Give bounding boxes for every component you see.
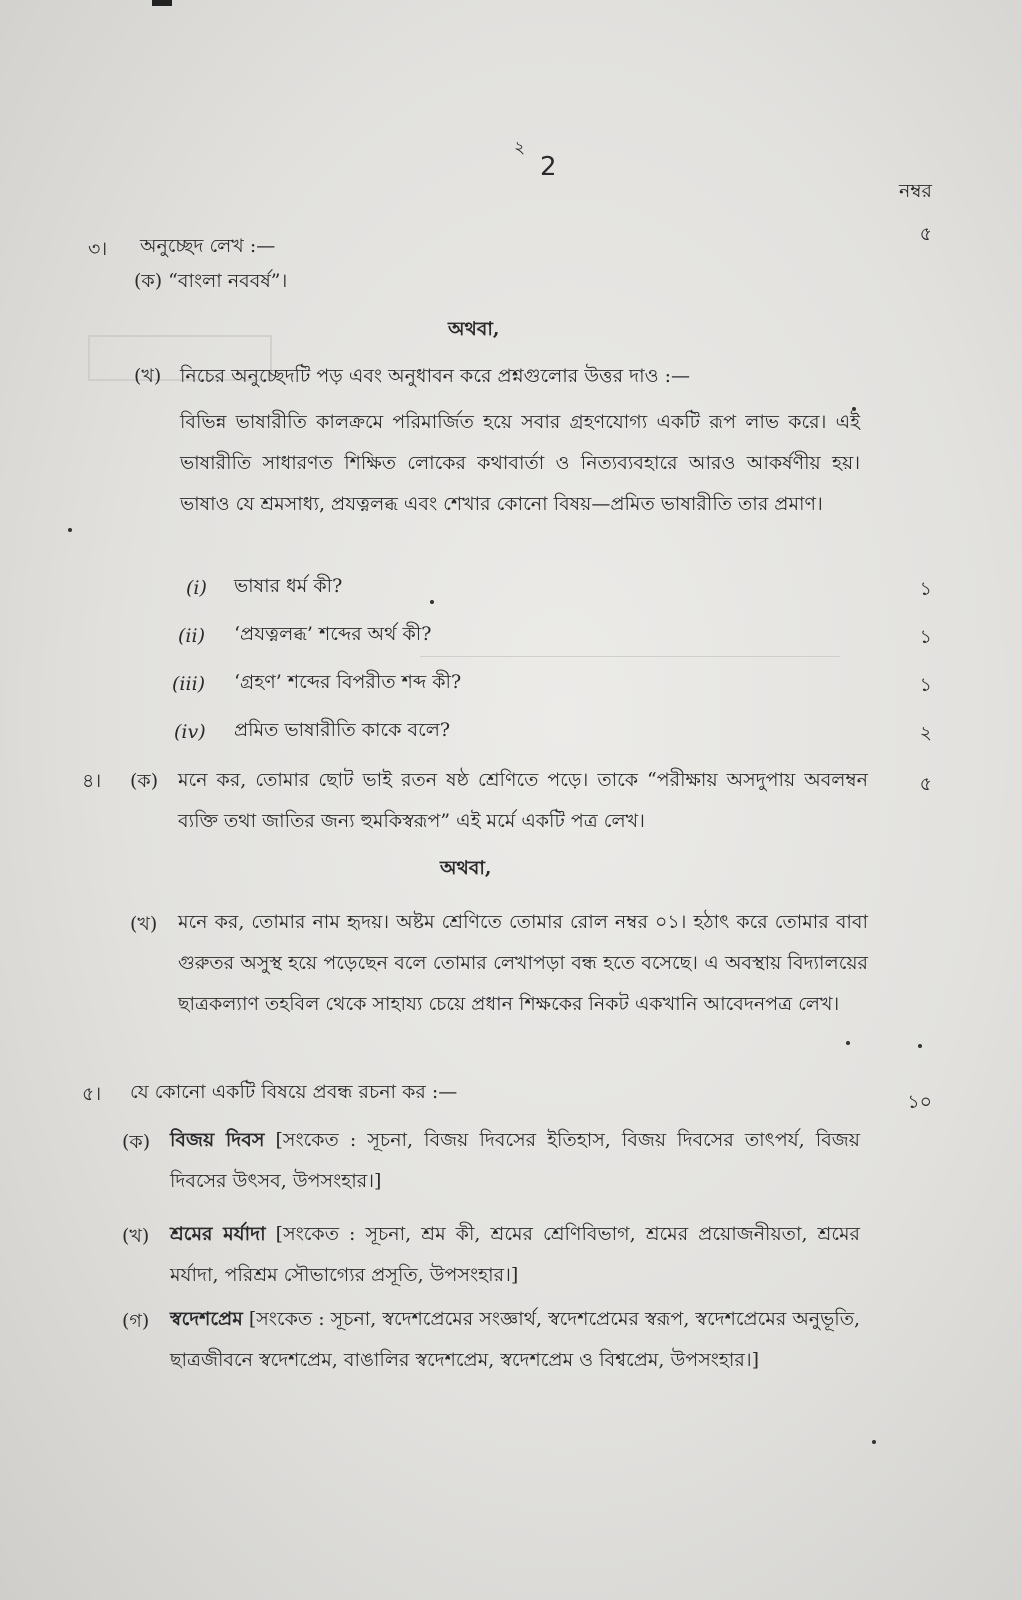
page-number-handwritten: 2 [540,152,557,182]
q5-item-kha [170,1214,860,1296]
q3-sub-4-marks: ২ [919,722,932,744]
q5-item-kha-hint: [সংকেত : সূচনা, শ্রম কী, শ্রমের শ্রেণিবিভাগ, শ্রমের প্রয়োজনীয়তা, শ্রমের মর্যাদা, পরিশ্রম সৌভাগ্যের প্রসূতি, উপসংহার।] [170,1223,860,1286]
bleed-through-line [420,642,840,657]
q3-sub-1-text: ভাষার ধর্ম কী? [234,575,343,597]
q5-item-ka-hint: [সংকেত : সূচনা, বিজয় দিবসের ইতিহাস, বিজয় দিবসের তাৎপর্য, বিজয় দিবসের উৎসব, উপসংহার।] [170,1129,860,1192]
q5-item-ga [170,1299,860,1381]
q3-title: অনুচ্ছেদ লেখ :— [140,235,276,257]
q5-item-ga-hint: [সংকেত : সূচনা, স্বদেশপ্রেমের সংজ্ঞার্থ, স্বদেশপ্রেমের স্বরূপ, স্বদেশপ্রেমের অনুভূতি, ছাত্রজীবনে স্বদেশপ্রেম, বাঙালির স্বদেশপ্রেম, স্বদেশপ্রেম ও বিশ্বপ্রেম, উপসংহার।] [170,1308,860,1371]
q3-sub-2-marks: ১ [919,626,932,648]
q3-passage: বিভিন্ন ভাষারীতি কালক্রমে পরিমার্জিত হয়ে সবার গ্রহণযোগ্য একটি রূপ লাভ করে। এই ভাষারীতি সাধারণত শিক্ষিত লোকের কথাবার্তা ও নিত্যব্যবহারে আরও আকর্ষণীয় হয়। ভাষাও যে শ্রমসাধ্য, প্রযত্নলব্ধ এবং শেখার কোনো বিষয়—প্রমিত ভাষারীতি তার প্রমাণ। [180,411,860,515]
q3-sub-3-marks: ১ [919,674,932,696]
q3-sub-4-label: (iv) [174,721,206,743]
q3-kha-text: নিচের অনুচ্ছেদটি পড় এবং অনুধাবন করে প্রশ্নগুলোর উত্তর দাও :— [180,365,691,387]
q4-number: ৪। [82,770,102,792]
speck [872,1440,876,1444]
q3-sub-2-text: ‘প্রযত্নলব্ধ’ শব্দের অর্থ কী? [234,623,432,645]
speck [430,600,434,604]
q3-kha-label: (খ) [134,365,162,387]
q3-sub-3-text: ‘গ্রহণ’ শব্দের বিপরীত শব্দ কী? [234,671,462,693]
speck [852,407,856,411]
q3-sub-3-label: (iii) [172,673,206,695]
q5-number: ৫। [82,1083,102,1105]
q3-sub-2-label: (ii) [178,625,205,647]
q5-item-ga-topic: স্বদেশপ্রেম [170,1308,243,1330]
speck [846,1041,850,1045]
q3-marks: ৫ [919,223,932,245]
q4-marks: ৫ [919,773,932,795]
q3-ka: (ক) “বাংলা নববর্ষ”। [134,270,288,292]
speck [918,1044,922,1048]
q5-title: যে কোনো একটি বিষয়ে প্রবন্ধ রচনা কর :— [130,1081,458,1103]
top-edge-mark [152,0,172,6]
q5-item-kha-topic: শ্রমের মর্যাদা [170,1223,266,1245]
q3-sub-4-text: প্রমিত ভাষারীতি কাকে বলে? [234,719,451,741]
speck [68,528,72,532]
q5-marks: ১০ [907,1091,932,1113]
q5-item-ka-topic: বিজয় দিবস [170,1129,265,1151]
q3-sub-1-label: (i) [186,577,207,599]
marks-column-header: নম্বর [899,180,932,202]
q4-kha-label: (খ) [130,913,158,935]
q3-sub-1-marks: ১ [919,578,932,600]
q5-item-kha-label: (খ) [122,1225,150,1247]
q4-ka-label: (ক) [130,770,159,792]
q4-or: অথবা, [440,857,492,879]
page-number-print: ২ [514,138,526,158]
q5-item-ka [170,1120,860,1202]
q5-item-ka-label: (ক) [122,1131,151,1153]
q3-or: অথবা, [448,318,500,340]
q5-item-ga-label: (গ) [122,1310,150,1332]
q3-number: ৩। [88,238,108,260]
q4-kha-text: মনে কর, তোমার নাম হৃদয়। অষ্টম শ্রেণিতে তোমার রোল নম্বর ০১। হঠাৎ করে তোমার বাবা গুরুতর অসুস্থ হয়ে পড়েছেন বলে তোমার লেখাপড়া বন্ধ হতে বসেছে। এ অবস্থায় বিদ্যালয়ের ছাত্রকল্যাণ তহবিল থেকে সাহায্য চেয়ে প্রধান শিক্ষকের নিকট একখানি আবেদনপত্র লেখ। [178,911,868,1015]
q4-ka-text: মনে কর, তোমার ছোট ভাই রতন ষষ্ঠ শ্রেণিতে পড়ে। তাকে “পরীক্ষায় অসদুপায় অবলম্বন ব্যক্তি তথা জাতির জন্য হুমকিস্বরূপ” এই মর্মে একটি পত্র লেখ। [178,769,868,832]
